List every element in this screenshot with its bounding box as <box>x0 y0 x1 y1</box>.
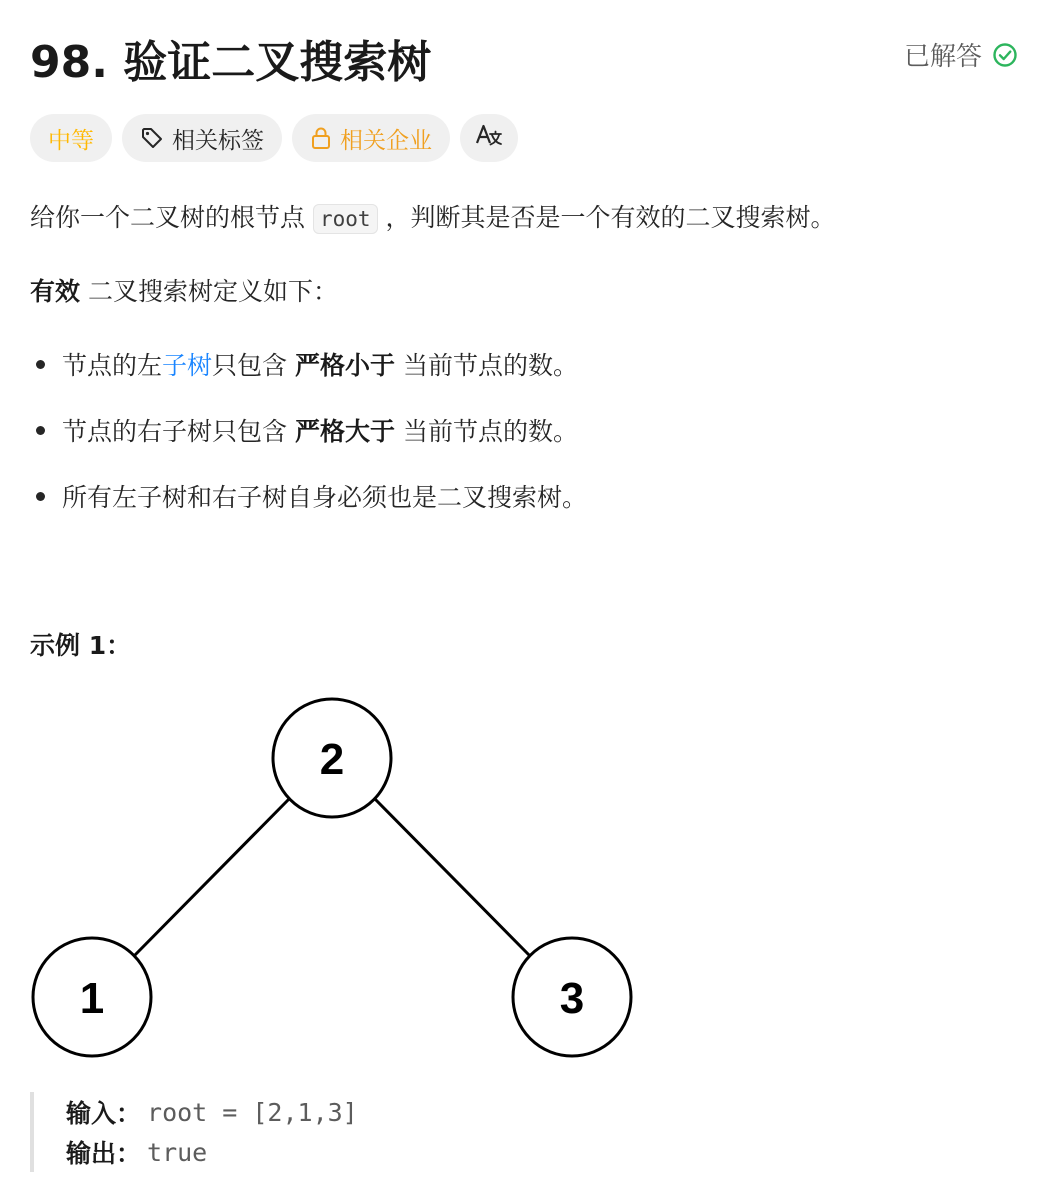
tree-edge-right <box>375 799 530 956</box>
output-value: true <box>147 1137 208 1167</box>
svg-text:3: 3 <box>559 974 585 1023</box>
related-tags-button[interactable] <box>122 114 282 162</box>
rule-item: 节点的左 子树 只包含 严格小于 当前节点的数。 <box>36 346 578 382</box>
check-circle-icon <box>992 42 1018 68</box>
tree-node-left <box>33 938 151 1056</box>
svg-text:1: 1 <box>79 974 105 1023</box>
translate-icon <box>474 122 504 154</box>
definition-text: 二叉搜索树定义如下： <box>87 277 338 306</box>
lock-icon <box>310 126 332 150</box>
related-tags-label: 相关标签 <box>172 127 264 154</box>
tag-icon <box>140 126 164 150</box>
example-input <box>66 1092 358 1132</box>
rule-item: 节点的右子树只包含 严格大于 当前节点的数。 <box>36 412 578 448</box>
bullet-dot <box>36 426 45 435</box>
tag-bar <box>30 114 518 162</box>
example-title: 示例 1： <box>30 631 132 660</box>
input-label: 输入： <box>66 1099 142 1128</box>
definition-bold: 有效 <box>30 277 81 306</box>
rule-item: 所有左子树和右子树自身必须也是二叉搜索树。 <box>36 478 587 514</box>
problem-title: 98. 验证二叉搜索树 <box>30 37 432 88</box>
translate-button[interactable] <box>460 114 518 162</box>
definition-line <box>30 272 1024 308</box>
output-label: 输出： <box>66 1139 142 1168</box>
example-io-block <box>30 1092 358 1172</box>
solved-label: 已解答 <box>903 42 982 72</box>
bullet-dot <box>36 360 45 369</box>
difficulty-label: 中等 <box>48 127 94 154</box>
problem-intro: 给你一个二叉树的根节点 root ，判断其是否是一个有效的二叉搜索树。 <box>30 203 836 232</box>
example-output <box>66 1132 358 1172</box>
subtree-link[interactable]: 子树 <box>162 351 213 380</box>
difficulty-badge[interactable] <box>30 114 112 162</box>
input-value: root = [2,1,3] <box>147 1097 358 1127</box>
solved-status[interactable] <box>904 36 1018 73</box>
bullet-dot <box>36 492 45 501</box>
tree-node-root <box>273 699 391 817</box>
svg-text:2: 2 <box>319 735 345 784</box>
tree-diagram <box>30 696 636 1064</box>
related-companies-label: 相关企业 <box>340 127 432 154</box>
inline-code-root: root <box>313 204 378 234</box>
tree-edge-left <box>134 799 289 956</box>
related-companies-button[interactable] <box>292 114 450 162</box>
problem-header <box>30 22 1024 86</box>
tree-node-right <box>513 938 631 1056</box>
